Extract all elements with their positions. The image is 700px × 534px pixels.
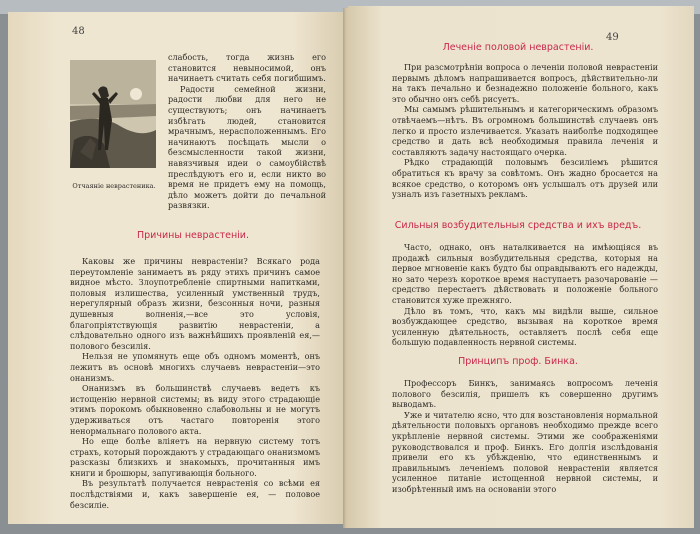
section-heading: Принципъ проф. Бинка. <box>458 356 578 367</box>
section-body <box>392 242 658 348</box>
illustration-caption: Отчаяніе неврастеника. <box>72 182 156 190</box>
section-heading: Леченіе половой неврастеніи. <box>442 42 594 53</box>
paragraph: Рѣдко страдающій половымъ безсиліемъ рѣшится обратиться къ врачу за совѣтомъ. Онъ жадно бросается на всякое средство, о которомъ онъ услышалъ отъ друзей или узналъ изъ газетныхъ рекламъ. <box>392 157 658 200</box>
section-heading: Причины неврастеніи. <box>136 230 250 241</box>
left-page <box>8 12 346 524</box>
paragraph: Часто, однако, онъ наталкивается на имѣющіяся въ продажѣ сильныя возбудительныя средства, которыя на первое мгновеніе какъ будто бы оправдываютъ его надежды, но зато черезъ короткое время наступаетъ разочарованіе — средство перестаетъ дѣйствовать и положеніе больного становится хуже прежняго. <box>392 242 658 305</box>
right-page <box>348 6 694 528</box>
paragraph: Уже и читателю ясно, что для возстановленія нормальной дѣятельности половыхъ органовъ необходимо прежде всего укрѣпленіе нервной системы. Этими же соображеніями руководствовался и проф. Бинкъ. Его долгія изслѣдованія привели его къ убѣжденію, что единственнымъ и правильнымъ леченіемъ половой неврастеніи является усиленное питаніе истощенной нервной системы, и изобрѣтенный имъ на основаніи этого <box>392 409 658 494</box>
paragraph: Мы самымъ рѣшительнымъ и категорическимъ образомъ отвѣчаемъ—нѣтъ. Въ огромномъ большинствѣ случаевъ онъ легко и просто излечивается. Указать наиболѣе подходящее средство и дать всѣ необходимыя правила леченія и составляютъ задачу настоящаго очерка. <box>392 104 658 157</box>
paragraph: Онанизмъ въ большинствѣ случаевъ ведетъ къ истощенію нервной системы; въ виду этого страдающіе этимъ порокомъ обыкновенно слабовольны и не могутъ удерживаться отъ частаго повторенія этого ненормальнаго полового акта. <box>70 383 320 436</box>
paragraph: Въ результатѣ получается неврастенія со всѣми ея послѣдствіями и, какъ завершеніе ея, — половое безсиліе. <box>70 478 320 510</box>
despair-illustration <box>70 60 156 168</box>
section-heading: Сильныя возбудительныя средства и ихъ вредъ. <box>394 220 642 231</box>
paragraph: Нельзя не упомянуть еще объ одномъ моментѣ, онъ лежитъ въ основѣ многихъ случаевъ неврастеніи—это онанизмъ. <box>70 351 320 383</box>
page-number: 48 <box>72 26 85 37</box>
paragraph: Но еще болѣе вліяетъ на нервную систему тотъ страхъ, который порождаютъ у страдающаго онанизмомъ разсказы близкихъ и знакомыхъ, прочитанныя имъ книги и брошюры, запугивающія больного. <box>70 436 320 478</box>
section-body <box>70 256 320 510</box>
intro-paragraph <box>168 52 326 211</box>
paragraph: слабость, тогда жизнь его становится невыносимой, онъ начинаетъ считать себя погибшимъ. <box>168 52 326 84</box>
page-number: 49 <box>606 32 619 43</box>
paragraph: При разсмотрѣніи вопроса о леченіи половой неврастеніи первымъ дѣломъ напрашивается вопросъ, дѣйствительно-ли на такъ печально и безнадежно положеніе больного, какъ это обычно онъ себѣ рисуетъ. <box>392 62 658 104</box>
paragraph: Радости семейной жизни, радости любви для него не существуютъ; онъ начинаетъ избѣгать людей, становится мрачнымъ, нерасположеннымъ. Его начинаютъ посѣщать мысли о безсмысленности такой жизни, навязчивыя идеи о самоубійствѣ преслѣдуютъ его и, если никто во время не придетъ ему на помощь, дѣло можетъ дойти до печальной развязки. <box>168 83 326 211</box>
section-body <box>392 378 658 495</box>
paragraph: Дѣло въ томъ, что, какъ мы видѣли выше, сильное возбуждающее средство, вызывая на короткое время усиленную дѣятельность, оставляетъ послѣ себя еще большую подавленность нервной системы. <box>392 305 658 348</box>
section-body <box>392 62 658 200</box>
paragraph: Профессоръ Бинкъ, занимаясь вопросомъ леченія полового безсилія, пришелъ къ совершенно другимъ выводамъ. <box>392 378 658 410</box>
paragraph: Каковы же причины неврастеніи? Всякаго рода переутомленіе занимаетъ въ ряду этихъ причинъ самое видное мѣсто. Злоупотребленіе спиртными напитками, половыя излишества, усиленный умственный трудъ, нерегулярный образъ жизни, безсонныя ночи, разныя душевныя волненія,—все это условія, благопріятствующія развитію неврастеніи, а слѣдовательно одного изъ важнѣйшихъ проявленій ея,—полового безсилія. <box>70 256 320 351</box>
